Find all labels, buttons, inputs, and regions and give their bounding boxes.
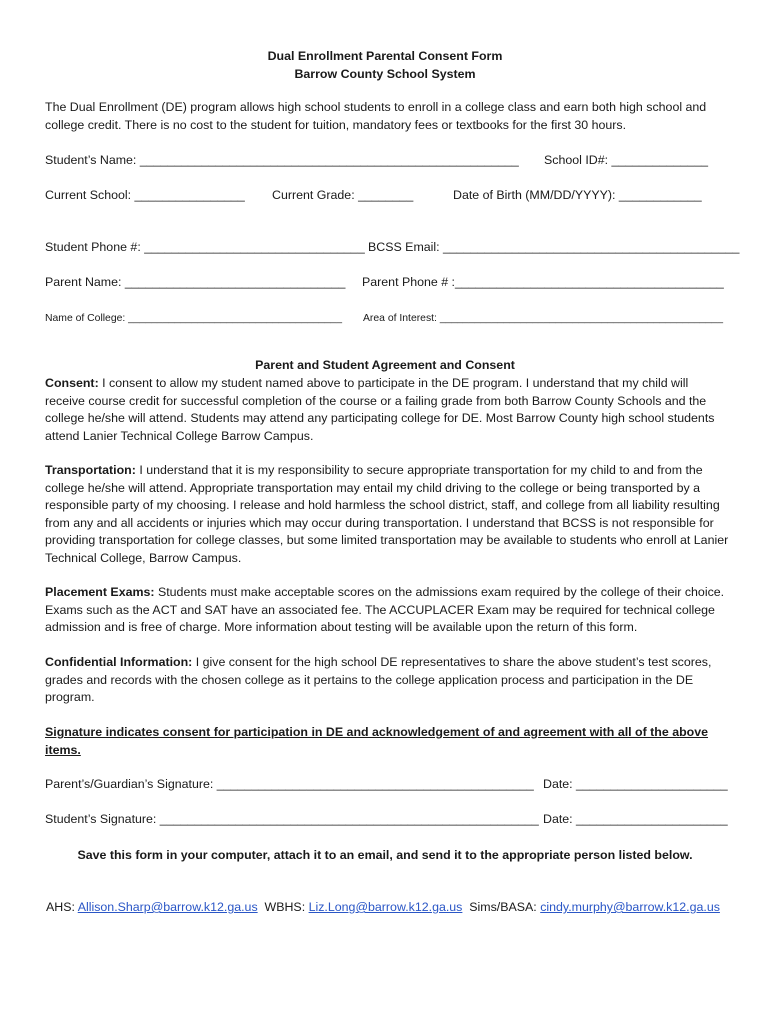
form-title: Dual Enrollment Parental Consent Form [267,49,503,63]
school-id-field[interactable]: School ID#: ______________ [544,153,708,167]
intro-paragraph: The Dual Enrollment (DE) program allows high school students to enroll in a college class and earn both high school and college credit. There is no cost to the student for tuition, mandatory fees or textbooks for the first 30 hours. [45,100,707,132]
consent-text: I consent to allow my student named above to participate in the DE program. I understand that my child will receive course credit for successful completion of the course or a failing grade from both Barrow County Schools and the college he/she will attend. Students may attend any participating college for DE. Most Barrow County high school students attend Lanier Technical College Barrow Campus. [45,376,715,443]
placement-text: Students must make acceptable scores on the admissions exam required by the college of their choice. Exams such as the ACT and SAT have an associated fee. The ACCUPLACER Exam may be required for technical college admission and is free of charge. More information about testing will be available upon the return of this form. [45,585,725,634]
transportation-text: I understand that it is my responsibility to secure appropriate transportation for my child to and from the college he/she will attend. Appropriate transportation may entail my child driving to the college or being transported by a responsible party of my choosing. I release and hold harmless the school district, staff, and college from all liability resulting from any and all accidents or injuries which may occur during transportation. I understand that BCSS is not responsible for providing transportation for college classes, but some limited transportation may be available to students who enroll at Lanier Technical College, Barrow Campus. [45,463,729,565]
ahs-label: AHS: [46,900,78,914]
agreement-heading: Parent and Student Agreement and Consent [255,358,515,372]
parent-date-field[interactable]: Date: ______________________ [543,777,728,791]
sims-email-link[interactable]: cindy.murphy@barrow.k12.ga.us [540,900,720,914]
placement-paragraph [45,584,729,637]
confidential-text: I give consent for the high school DE representatives to share the above student’s test scores, grades and records with the chosen college as it pertains to the college application process and participation in the DE program. [45,655,712,704]
student-date-field[interactable]: Date: ______________________ [543,812,728,826]
ahs-email-link[interactable]: Allison.Sharp@barrow.k12.ga.us [77,900,258,914]
submission-instructions: Save this form in your computer, attach it to an email, and send it to the appropriate person listed below. [77,848,693,862]
student-name-field[interactable]: Student’s Name: _______________________________________________________ [45,153,519,167]
consent-paragraph [45,375,729,445]
student-phone-field[interactable]: Student Phone #: ________________________________ [45,240,365,254]
parent-signature-field[interactable]: Parent’s/Guardian’s Signature: ______________________________________________ [45,777,534,791]
signature-notice: Signature indicates consent for participation in DE and acknowledgement of and agreement with all of the above items. [45,725,709,757]
consent-label: Consent: [45,376,99,390]
form-subtitle: Barrow County School System [294,67,476,81]
wbhs-label: WBHS: [257,900,309,914]
current-grade-field[interactable]: Current Grade: ________ [272,188,414,202]
transportation-label: Transportation: [45,463,136,477]
contact-line [46,899,720,917]
transportation-paragraph [45,462,729,567]
confidential-label: Confidential Information: [45,655,193,669]
parent-phone-field[interactable]: Parent Phone # :_______________________________________ [362,275,724,289]
placement-label: Placement Exams: [45,585,155,599]
current-school-field[interactable]: Current School: ________________ [45,188,245,202]
bcss-email-field[interactable]: BCSS Email: ___________________________________________ [368,240,740,254]
confidential-paragraph [45,654,729,707]
wbhs-email-link[interactable]: Liz.Long@barrow.k12.ga.us [308,900,463,914]
parent-name-field[interactable]: Parent Name: ________________________________ [45,275,346,289]
area-of-interest-field[interactable]: Area of Interest: _________________________________________________ [363,313,723,324]
college-name-field[interactable]: Name of College: _____________________________________ [45,313,342,324]
student-signature-field[interactable]: Student’s Signature: _______________________________________________________ [45,812,539,826]
sims-label: Sims/BASA: [462,900,541,914]
date-of-birth-field[interactable]: Date of Birth (MM/DD/YYYY): ____________ [453,188,702,202]
